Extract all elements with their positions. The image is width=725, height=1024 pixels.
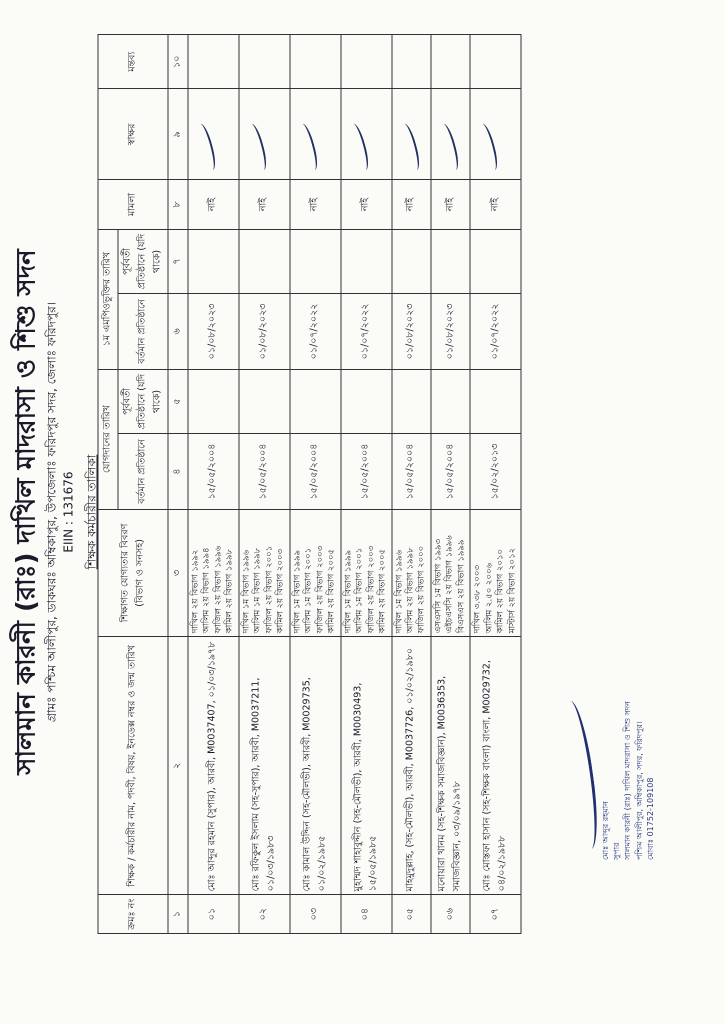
- cell-remarks: [392, 35, 431, 89]
- cell-signature: [188, 89, 239, 180]
- cell-case: নাই: [431, 180, 470, 229]
- cell-mpo-current: ০১/০৮/২০২৩: [431, 294, 470, 369]
- staff-table: [98, 34, 522, 934]
- cell-signature: [239, 89, 290, 180]
- col-mpo-group: ১ম এমপিওভুক্তির তারিখ: [98, 229, 118, 369]
- cell-mpo-prev: [431, 229, 470, 294]
- cell-mpo-current: ০১/০৮/২০২৩: [188, 294, 239, 369]
- signature-mark: [477, 123, 501, 172]
- table-row: [431, 35, 470, 934]
- cell-education: দাখিল ১ম বিভাগ ১৯৯৯ আলিম ১ম বিভাগ ২০০১ ফাজিল ২য় বিভাগ ২০০৩ কামিল ২য় বিভাগ ২০০৫: [341, 509, 392, 637]
- cell-education: দাখিল ২য় বিভাগ ১৯৯২ আলিম ২য় বিভাগ ১৯৯৪ ফাজিল ২য় বিভাগ ১৯৯৬ কামিল ২য় বিভাগ ১৯৯৮: [188, 509, 239, 637]
- col-join-prev: পূর্ববর্তী প্রতিষ্ঠানে (যদি থাকে): [118, 369, 168, 434]
- cell-join-current: ১৫/০২/২০১৩: [470, 434, 521, 509]
- signature-mark: [398, 123, 422, 172]
- cell-remarks: [470, 35, 521, 89]
- stamp-address: পশ্চিম আলীপুর, অম্বিকাপুর, সদর, ফরিদপুর।: [634, 721, 644, 860]
- col-join-group: যোগদানের তারিখ: [98, 369, 118, 509]
- cell-name: মোঃ কামাল উদ্দিন (সহ-মৌলভী), আরবী, M0029735, ০১/০২/১৯৮৫: [290, 637, 341, 895]
- col-mpo-prev: পূর্ববর্তী প্রতিষ্ঠানে (যদি থাকে): [118, 229, 168, 294]
- cell-remarks: [290, 35, 341, 89]
- cell-case: নাই: [470, 180, 521, 229]
- cell-name: মোঃ মোস্তফা হাসান (সহ-শিক্ষক বাংলা) বাংলা, M0029732, ০৪/০২/১৯৮৮: [470, 637, 521, 895]
- cell-remarks: [341, 35, 392, 89]
- col-number: ৫: [168, 369, 188, 434]
- cell-education: দাখিল ১ম বিভাগ ১৯৯৬ আলিম ১ম বিভাগ ১৯৯৮ ফাজিল ২য় বিভাগ ২০০১ কামিল ২য় বিভাগ ২০০৩: [239, 509, 290, 637]
- col-join-current: বর্তমান প্রতিষ্ঠানে: [118, 434, 168, 509]
- cell-name: মোঃ রফিকুল ইসলাম (সহ-সুপার), আরবী, M0037211, ০১/০৩/১৯৮৩: [239, 637, 290, 895]
- cell-join-prev: [392, 369, 431, 434]
- table-row: [188, 35, 239, 934]
- cell-signature: [470, 89, 521, 180]
- table-row: [290, 35, 341, 934]
- signature-mark: [437, 123, 461, 172]
- col-number: ৮: [168, 180, 188, 229]
- col-number: ৪: [168, 434, 188, 509]
- col-number: ১০: [168, 35, 188, 89]
- signature-mark: [347, 123, 371, 172]
- cell-mpo-current: ০১/০৮/২০২৩: [239, 294, 290, 369]
- cell-join-prev: [239, 369, 290, 434]
- col-number: ৯: [168, 89, 188, 180]
- cell-name: মুহাম্মদ শাহাবুদ্দীন (সহ-মৌলভী), আরবী, M0030493, ১৫/০৫/১৯৮৫: [341, 637, 392, 895]
- cell-serial: ০১: [188, 895, 239, 934]
- cell-case: নাই: [239, 180, 290, 229]
- col-number: ১: [168, 895, 188, 934]
- stamp-name: মোঃ আব্দুর রহমান: [601, 801, 610, 860]
- cell-case: নাই: [392, 180, 431, 229]
- cell-mpo-prev: [239, 229, 290, 294]
- cell-remarks: [431, 35, 470, 89]
- cell-mpo-current: ০১/০৭/২০২২: [290, 294, 341, 369]
- cell-serial: ০৫: [392, 895, 431, 934]
- stamp-phone: মোবাঃ 01752-109108: [645, 777, 655, 860]
- cell-signature: [341, 89, 392, 180]
- col-number: ৭: [168, 229, 188, 294]
- cell-mpo-prev: [188, 229, 239, 294]
- cell-signature: [392, 89, 431, 180]
- cell-education: এসএসসি ১ম বিভাগ ১৯৯৩ এইচএসসি ২য় বিভাগ ১৯৯৬ বিএসএস ২য় বিভাগ ১৯৯৯: [431, 509, 470, 637]
- stamp-block: [560, 560, 656, 860]
- cell-join-current: ১৫/০৫/২০০৪: [392, 434, 431, 509]
- table-row: [392, 35, 431, 934]
- col-case: মামলা: [98, 180, 168, 229]
- signature-mark: [245, 123, 269, 172]
- stamp-signature: [560, 560, 600, 860]
- signature-mark: [194, 123, 218, 172]
- cell-mpo-prev: [470, 229, 521, 294]
- cell-serial: ০৩: [290, 895, 341, 934]
- cell-name: মনোয়ারা খানম (সহ-শিক্ষক সমাজবিজ্ঞান), M0036353, সমাজবিজ্ঞান, ০৩/০৯/১৯৭৮: [431, 637, 470, 895]
- cell-serial: ০৬: [431, 895, 470, 934]
- cell-mpo-current: ০১/০৮/২০২৩: [392, 294, 431, 369]
- stamp-institution: সালমান কারনী (রাঃ) দাখিল মাদরাসা ও শিশু সদন: [623, 701, 633, 860]
- cell-remarks: [188, 35, 239, 89]
- cell-signature: [290, 89, 341, 180]
- col-signature: স্বাক্ষর: [98, 89, 168, 180]
- eiin-number: EIIN : 131676: [61, 471, 76, 553]
- cell-join-prev: [188, 369, 239, 434]
- col-name: শিক্ষক / কর্মচারীর নাম, পদবী, বিষয়, ইনডেক্স নম্বর ও জন্ম তারিখ: [98, 637, 168, 895]
- cell-mpo-current: ০১/০৭/২০২২: [470, 294, 521, 369]
- table-row: [470, 35, 521, 934]
- cell-mpo-prev: [341, 229, 392, 294]
- page-title: সালমান কারনী (রাঃ) দাখিল মাদরাসা ও শিশু সদন: [11, 249, 42, 775]
- cell-serial: ০২: [239, 895, 290, 934]
- cell-mpo-current: ০১/০৭/২০২২: [341, 294, 392, 369]
- table-row: [239, 35, 290, 934]
- list-title: শিক্ষক কর্মচারীর তালিকা: [84, 454, 99, 570]
- cell-case: নাই: [341, 180, 392, 229]
- cell-join-prev: [470, 369, 521, 434]
- col-number: ২: [168, 637, 188, 895]
- cell-serial: ০৭: [470, 895, 521, 934]
- cell-name: মাহমুদুল্লাহ, (সহ-মৌলভী), আরবী, M0037726, ০১/০২/১৯৮০: [392, 637, 431, 895]
- col-mpo-current: বর্তমান প্রতিষ্ঠানে: [118, 294, 168, 369]
- cell-education: দাখিল ১ম বিভাগ ১৯৯৬ আলিম ২য় বিভাগ ১৯৯৮ ফাজিল ২য় বিভাগ ২০০০: [392, 509, 431, 637]
- signature-mark: [296, 123, 320, 172]
- stamp-designation: সুপার: [612, 842, 622, 860]
- cell-join-current: ১৫/০৫/২০০৪: [290, 434, 341, 509]
- cell-join-current: ১৫/০৫/২০০৪: [239, 434, 290, 509]
- cell-education: দাখিল ১ম বিভাগ ১৯৯৯ আলিম ১ম বিভাগ ২০০১ ফাজিল ২য় বিভাগ ২০০৩ কামিল ২য় বিভাগ ২০০৫: [290, 509, 341, 637]
- cell-join-current: ১৫/০৫/২০০৪: [188, 434, 239, 509]
- col-serial: ক্রমঃ নং: [98, 895, 168, 934]
- cell-signature: [431, 89, 470, 180]
- cell-join-current: ১৫/০৫/২০০৪: [431, 434, 470, 509]
- cell-mpo-prev: [290, 229, 341, 294]
- cell-join-prev: [290, 369, 341, 434]
- col-education: শিক্ষাগত যোগ্যতার বিবরণ (বিভাগ ও সনসহ): [98, 509, 168, 637]
- col-remarks: মন্তব্য: [98, 35, 168, 89]
- table-row: [341, 35, 392, 934]
- cell-remarks: [239, 35, 290, 89]
- col-number: ৩: [168, 509, 188, 637]
- cell-serial: ০৪: [341, 895, 392, 934]
- address-line: গ্রামঃ পশ্চিম আলীপুর, ডাকঘরঃ অম্বিকাপুর, উপজেলাঃ ফরিদপুর সদর, জেলাঃ ফরিদপুর।: [44, 302, 59, 722]
- cell-join-prev: [431, 369, 470, 434]
- cell-join-prev: [341, 369, 392, 434]
- cell-education: দাখিল ৩.৩৮ ২০০৩ আলিম ২.৫০ ২০০৬ কামিল ২য় বিভাগ ২০১০ মাস্টার্স ২য় বিভাগ ২০১২: [470, 509, 521, 637]
- col-number: ৬: [168, 294, 188, 369]
- cell-mpo-prev: [392, 229, 431, 294]
- cell-case: নাই: [188, 180, 239, 229]
- cell-name: মোঃ আব্দুর রহমান (সুপার), আরবী, M0037407, ০১/০৩/১৯৭৮: [188, 637, 239, 895]
- cell-case: নাই: [290, 180, 341, 229]
- cell-join-current: ১৫/০৫/২০০৪: [341, 434, 392, 509]
